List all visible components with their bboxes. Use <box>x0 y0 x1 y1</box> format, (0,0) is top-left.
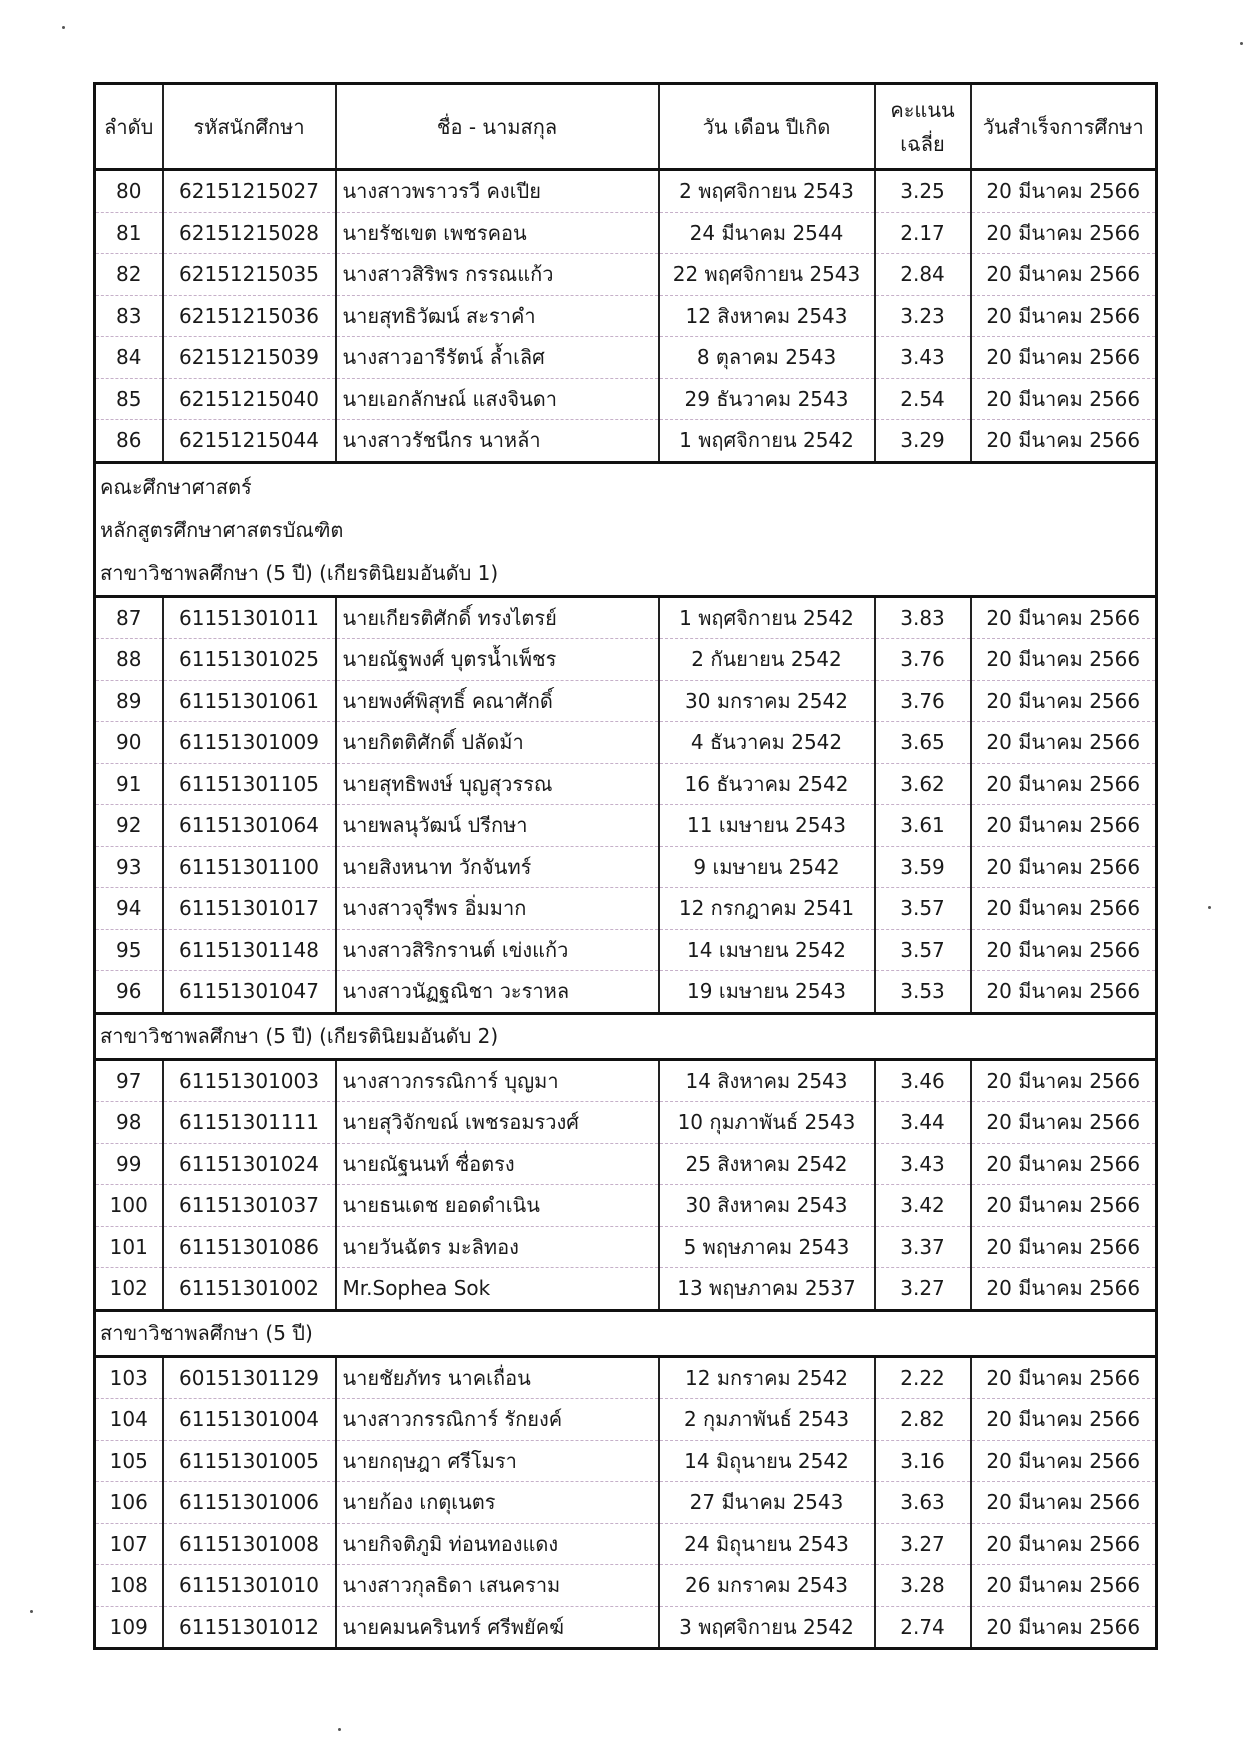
cell-birth-date: 10 กุมภาพันธ์ 2543 <box>659 1102 875 1144</box>
cell-no: 100 <box>95 1185 163 1227</box>
table-row <box>95 420 1157 463</box>
cell-name: นายณัฐพงศ์ บุตรน้ำเพ็ชร <box>336 639 659 681</box>
cell-student-id: 61151301002 <box>163 1268 336 1311</box>
cell-student-id: 61151301024 <box>163 1143 336 1185</box>
cell-name: นายสุทธิวัฒน์ สะราคำ <box>336 295 659 337</box>
cell-student-id: 61151301148 <box>163 929 336 971</box>
cell-gpa: 2.54 <box>875 378 971 420</box>
cell-no: 87 <box>95 596 163 639</box>
cell-gpa: 3.76 <box>875 680 971 722</box>
cell-birth-date: 12 สิงหาคม 2543 <box>659 295 875 337</box>
cell-gpa: 3.62 <box>875 763 971 805</box>
cell-graduation-date: 20 มีนาคม 2566 <box>971 170 1157 213</box>
cell-birth-date: 2 กันยายน 2542 <box>659 639 875 681</box>
cell-gpa: 2.74 <box>875 1606 971 1649</box>
cell-graduation-date: 20 มีนาคม 2566 <box>971 254 1157 296</box>
cell-no: 92 <box>95 805 163 847</box>
cell-no: 82 <box>95 254 163 296</box>
cell-birth-date: 14 มิถุนายน 2542 <box>659 1440 875 1482</box>
cell-gpa: 3.61 <box>875 805 971 847</box>
cell-gpa: 3.28 <box>875 1565 971 1607</box>
cell-gpa: 3.37 <box>875 1226 971 1268</box>
header-graduation-date: วันสำเร็จการศึกษา <box>971 84 1157 170</box>
section-faculty: คณะศึกษาศาสตร์ <box>100 475 252 499</box>
cell-gpa: 3.76 <box>875 639 971 681</box>
cell-name: นายกิตติศักดิ์ ปลัดม้า <box>336 722 659 764</box>
section-row <box>95 552 1157 597</box>
cell-gpa: 3.43 <box>875 337 971 379</box>
cell-no: 98 <box>95 1102 163 1144</box>
scan-speck <box>30 1610 33 1613</box>
cell-no: 107 <box>95 1523 163 1565</box>
cell-gpa: 3.27 <box>875 1523 971 1565</box>
cell-name: นางสาวสิริพร กรรณแก้ว <box>336 254 659 296</box>
cell-name: นายสิงหนาท วักจันทร์ <box>336 846 659 888</box>
cell-birth-date: 24 มีนาคม 2544 <box>659 212 875 254</box>
table-row <box>95 1102 1157 1144</box>
graduate-table <box>93 82 1158 1650</box>
cell-student-id: 61151301003 <box>163 1059 336 1102</box>
cell-student-id: 62151215028 <box>163 212 336 254</box>
cell-gpa: 3.63 <box>875 1482 971 1524</box>
cell-graduation-date: 20 มีนาคม 2566 <box>971 1482 1157 1524</box>
cell-name: นายเอกลักษณ์ แสงจินดา <box>336 378 659 420</box>
cell-gpa: 3.46 <box>875 1059 971 1102</box>
cell-graduation-date: 20 มีนาคม 2566 <box>971 639 1157 681</box>
cell-birth-date: 29 ธันวาคม 2543 <box>659 378 875 420</box>
cell-birth-date: 14 เมษายน 2542 <box>659 929 875 971</box>
cell-name: นายสุวิจักขณ์ เพชรอมรวงศ์ <box>336 1102 659 1144</box>
section-row <box>95 1013 1157 1059</box>
cell-no: 81 <box>95 212 163 254</box>
cell-birth-date: 9 เมษายน 2542 <box>659 846 875 888</box>
cell-name: นางสาวอารีรัตน์ ล้ำเลิศ <box>336 337 659 379</box>
cell-no: 83 <box>95 295 163 337</box>
table-row <box>95 805 1157 847</box>
cell-student-id: 61151301009 <box>163 722 336 764</box>
section-row <box>95 509 1157 552</box>
cell-no: 109 <box>95 1606 163 1649</box>
cell-birth-date: 30 สิงหาคม 2543 <box>659 1185 875 1227</box>
table-row <box>95 639 1157 681</box>
table-row <box>95 1565 1157 1607</box>
cell-name: นายสุทธิพงษ์ บุญสุวรรณ <box>336 763 659 805</box>
cell-gpa: 3.29 <box>875 420 971 463</box>
table-row <box>95 1059 1157 1102</box>
table-row <box>95 680 1157 722</box>
header-birth-date: วัน เดือน ปีเกิด <box>659 84 875 170</box>
cell-name: นายชัยภัทร นาคเถื่อน <box>336 1356 659 1399</box>
cell-graduation-date: 20 มีนาคม 2566 <box>971 1059 1157 1102</box>
cell-gpa: 2.84 <box>875 254 971 296</box>
cell-student-id: 61151301025 <box>163 639 336 681</box>
cell-student-id: 61151301008 <box>163 1523 336 1565</box>
cell-no: 91 <box>95 763 163 805</box>
cell-gpa: 3.42 <box>875 1185 971 1227</box>
cell-student-id: 61151301005 <box>163 1440 336 1482</box>
cell-gpa: 2.17 <box>875 212 971 254</box>
table-row <box>95 1523 1157 1565</box>
cell-birth-date: 27 มีนาคม 2543 <box>659 1482 875 1524</box>
table-row <box>95 1606 1157 1649</box>
cell-no: 99 <box>95 1143 163 1185</box>
cell-birth-date: 30 มกราคม 2542 <box>659 680 875 722</box>
cell-student-id: 62151215039 <box>163 337 336 379</box>
cell-student-id: 61151301086 <box>163 1226 336 1268</box>
cell-birth-date: 5 พฤษภาคม 2543 <box>659 1226 875 1268</box>
cell-student-id: 62151215035 <box>163 254 336 296</box>
cell-birth-date: 1 พฤศจิกายน 2542 <box>659 420 875 463</box>
cell-graduation-date: 20 มีนาคม 2566 <box>971 1185 1157 1227</box>
header-name: ชื่อ - นามสกุล <box>336 84 659 170</box>
cell-graduation-date: 20 มีนาคม 2566 <box>971 805 1157 847</box>
cell-birth-date: 14 สิงหาคม 2543 <box>659 1059 875 1102</box>
cell-name: นายก้อง เกตุเนตร <box>336 1482 659 1524</box>
cell-birth-date: 26 มกราคม 2543 <box>659 1565 875 1607</box>
cell-name: นายเกียรติศักดิ์ ทรงไตรย์ <box>336 596 659 639</box>
cell-name: นางสาวสิริกรานต์ เข่งแก้ว <box>336 929 659 971</box>
section-program: หลักสูตรศึกษาศาสตรบัณฑิต <box>100 518 344 542</box>
cell-student-id: 61151301010 <box>163 1565 336 1607</box>
table-row <box>95 763 1157 805</box>
cell-student-id: 61151301011 <box>163 596 336 639</box>
cell-birth-date: 24 มิถุนายน 2543 <box>659 1523 875 1565</box>
cell-name: นางสาวพราวรวี คงเปีย <box>336 170 659 213</box>
scan-speck <box>1240 42 1243 45</box>
cell-gpa: 3.59 <box>875 846 971 888</box>
cell-graduation-date: 20 มีนาคม 2566 <box>971 212 1157 254</box>
table-row <box>95 1143 1157 1185</box>
cell-birth-date: 3 พฤศจิกายน 2542 <box>659 1606 875 1649</box>
cell-student-id: 60151301129 <box>163 1356 336 1399</box>
cell-name: นายรัชเขต เพชรคอน <box>336 212 659 254</box>
header-gpa-line1: คะแนน <box>890 97 955 122</box>
cell-student-id: 61151301111 <box>163 1102 336 1144</box>
table-row <box>95 254 1157 296</box>
cell-gpa: 3.23 <box>875 295 971 337</box>
cell-gpa: 3.44 <box>875 1102 971 1144</box>
cell-birth-date: 2 พฤศจิกายน 2543 <box>659 170 875 213</box>
cell-gpa: 3.27 <box>875 1268 971 1311</box>
cell-student-id: 61151301017 <box>163 888 336 930</box>
cell-name: นายกิจติภูมิ ท่อนทองแดง <box>336 1523 659 1565</box>
table-row <box>95 378 1157 420</box>
cell-graduation-date: 20 มีนาคม 2566 <box>971 1440 1157 1482</box>
table-body <box>95 170 1157 1649</box>
cell-name: Mr.Sophea Sok <box>336 1268 659 1311</box>
cell-graduation-date: 20 มีนาคม 2566 <box>971 378 1157 420</box>
cell-no: 88 <box>95 639 163 681</box>
cell-birth-date: 2 กุมภาพันธ์ 2543 <box>659 1399 875 1441</box>
cell-no: 89 <box>95 680 163 722</box>
section-major-honors-2: สาขาวิชาพลศึกษา (5 ปี) (เกียรตินิยมอันดับ 2) <box>95 1013 1157 1059</box>
cell-student-id: 62151215044 <box>163 420 336 463</box>
table-row <box>95 1226 1157 1268</box>
table-row <box>95 1268 1157 1311</box>
header-no: ลำดับ <box>95 84 163 170</box>
cell-graduation-date: 20 มีนาคม 2566 <box>971 722 1157 764</box>
document-page <box>93 82 1155 1650</box>
cell-birth-date: 12 กรกฎาคม 2541 <box>659 888 875 930</box>
cell-student-id: 61151301006 <box>163 1482 336 1524</box>
cell-student-id: 61151301100 <box>163 846 336 888</box>
cell-no: 94 <box>95 888 163 930</box>
cell-birth-date: 19 เมษายน 2543 <box>659 971 875 1014</box>
cell-name: นายณัฐนนท์ ซื่อตรง <box>336 1143 659 1185</box>
table-row <box>95 722 1157 764</box>
cell-student-id: 61151301064 <box>163 805 336 847</box>
header-gpa-line2: เฉลี่ย <box>900 131 945 156</box>
table-row <box>95 888 1157 930</box>
cell-no: 101 <box>95 1226 163 1268</box>
cell-birth-date: 12 มกราคม 2542 <box>659 1356 875 1399</box>
table-row <box>95 1185 1157 1227</box>
cell-birth-date: 8 ตุลาคม 2543 <box>659 337 875 379</box>
cell-no: 93 <box>95 846 163 888</box>
scan-speck <box>1208 906 1211 909</box>
cell-name: นายคมนครินทร์ ศรีพยัคฆ์ <box>336 1606 659 1649</box>
cell-graduation-date: 20 มีนาคม 2566 <box>971 1268 1157 1311</box>
cell-no: 86 <box>95 420 163 463</box>
cell-name: นางสาวกรรณิการ์ รักยงค์ <box>336 1399 659 1441</box>
cell-student-id: 61151301037 <box>163 1185 336 1227</box>
cell-gpa: 2.22 <box>875 1356 971 1399</box>
header-row <box>95 84 1157 170</box>
cell-no: 97 <box>95 1059 163 1102</box>
cell-student-id: 62151215040 <box>163 378 336 420</box>
cell-birth-date: 4 ธันวาคม 2542 <box>659 722 875 764</box>
cell-graduation-date: 20 มีนาคม 2566 <box>971 337 1157 379</box>
table-row <box>95 1440 1157 1482</box>
cell-name: นางสาวรัชนีกร นาหล้า <box>336 420 659 463</box>
cell-name: นางสาวกุลธิดา เสนคราม <box>336 1565 659 1607</box>
cell-student-id: 61151301012 <box>163 1606 336 1649</box>
cell-graduation-date: 20 มีนาคม 2566 <box>971 1143 1157 1185</box>
cell-student-id: 61151301004 <box>163 1399 336 1441</box>
cell-birth-date: 1 พฤศจิกายน 2542 <box>659 596 875 639</box>
cell-graduation-date: 20 มีนาคม 2566 <box>971 420 1157 463</box>
cell-no: 103 <box>95 1356 163 1399</box>
cell-gpa: 3.57 <box>875 888 971 930</box>
cell-gpa: 3.43 <box>875 1143 971 1185</box>
table-row <box>95 846 1157 888</box>
cell-no: 108 <box>95 1565 163 1607</box>
cell-graduation-date: 20 มีนาคม 2566 <box>971 1399 1157 1441</box>
cell-birth-date: 11 เมษายน 2543 <box>659 805 875 847</box>
table-row <box>95 295 1157 337</box>
cell-graduation-date: 20 มีนาคม 2566 <box>971 971 1157 1014</box>
cell-name: นายพงศ์พิสุทธิ์ คณาศักดิ์ <box>336 680 659 722</box>
cell-gpa: 3.25 <box>875 170 971 213</box>
section-row <box>95 1310 1157 1356</box>
cell-gpa: 3.65 <box>875 722 971 764</box>
cell-gpa: 3.57 <box>875 929 971 971</box>
cell-graduation-date: 20 มีนาคม 2566 <box>971 596 1157 639</box>
cell-name: นายกฤษฎา ศรีโมรา <box>336 1440 659 1482</box>
cell-no: 95 <box>95 929 163 971</box>
table-row <box>95 971 1157 1014</box>
cell-no: 80 <box>95 170 163 213</box>
table-row <box>95 212 1157 254</box>
cell-birth-date: 16 ธันวาคม 2542 <box>659 763 875 805</box>
header-gpa <box>875 84 971 170</box>
header-student-id: รหัสนักศึกษา <box>163 84 336 170</box>
cell-student-id: 61151301105 <box>163 763 336 805</box>
cell-graduation-date: 20 มีนาคม 2566 <box>971 929 1157 971</box>
cell-no: 96 <box>95 971 163 1014</box>
cell-graduation-date: 20 มีนาคม 2566 <box>971 846 1157 888</box>
cell-graduation-date: 20 มีนาคม 2566 <box>971 888 1157 930</box>
scan-speck <box>338 1728 341 1731</box>
cell-birth-date: 13 พฤษภาคม 2537 <box>659 1268 875 1311</box>
cell-graduation-date: 20 มีนาคม 2566 <box>971 1356 1157 1399</box>
cell-graduation-date: 20 มีนาคม 2566 <box>971 1102 1157 1144</box>
cell-name: นางสาวกรรณิการ์ บุญมา <box>336 1059 659 1102</box>
cell-name: นางสาวนัฏฐณิชา วะราหล <box>336 971 659 1014</box>
table-row <box>95 1482 1157 1524</box>
cell-name: นายธนเดช ยอดดำเนิน <box>336 1185 659 1227</box>
table-row <box>95 170 1157 213</box>
section-row <box>95 462 1157 509</box>
cell-name: นางสาวจุรีพร อิ่มมาก <box>336 888 659 930</box>
cell-graduation-date: 20 มีนาคม 2566 <box>971 763 1157 805</box>
cell-graduation-date: 20 มีนาคม 2566 <box>971 1226 1157 1268</box>
cell-no: 90 <box>95 722 163 764</box>
scan-speck <box>62 26 65 29</box>
cell-graduation-date: 20 มีนาคม 2566 <box>971 295 1157 337</box>
cell-student-id: 62151215036 <box>163 295 336 337</box>
cell-gpa: 3.16 <box>875 1440 971 1482</box>
cell-graduation-date: 20 มีนาคม 2566 <box>971 1606 1157 1649</box>
table-row <box>95 1356 1157 1399</box>
table-row <box>95 596 1157 639</box>
cell-graduation-date: 20 มีนาคม 2566 <box>971 1565 1157 1607</box>
cell-graduation-date: 20 มีนาคม 2566 <box>971 680 1157 722</box>
table-row <box>95 1399 1157 1441</box>
section-major-honors-1: สาขาวิชาพลศึกษา (5 ปี) (เกียรตินิยมอันดับ 1) <box>95 552 1157 597</box>
table-header <box>95 84 1157 170</box>
table-row <box>95 929 1157 971</box>
cell-student-id: 61151301061 <box>163 680 336 722</box>
section-major: สาขาวิชาพลศึกษา (5 ปี) <box>95 1310 1157 1356</box>
cell-name: นายวันฉัตร มะลิทอง <box>336 1226 659 1268</box>
cell-gpa: 3.53 <box>875 971 971 1014</box>
cell-no: 104 <box>95 1399 163 1441</box>
cell-student-id: 62151215027 <box>163 170 336 213</box>
cell-gpa: 3.83 <box>875 596 971 639</box>
cell-no: 85 <box>95 378 163 420</box>
table-row <box>95 337 1157 379</box>
cell-name: นายพลนุวัฒน์ ปรีกษา <box>336 805 659 847</box>
cell-birth-date: 22 พฤศจิกายน 2543 <box>659 254 875 296</box>
cell-graduation-date: 20 มีนาคม 2566 <box>971 1523 1157 1565</box>
cell-no: 102 <box>95 1268 163 1311</box>
cell-gpa: 2.82 <box>875 1399 971 1441</box>
cell-birth-date: 25 สิงหาคม 2542 <box>659 1143 875 1185</box>
cell-student-id: 61151301047 <box>163 971 336 1014</box>
cell-no: 105 <box>95 1440 163 1482</box>
cell-no: 84 <box>95 337 163 379</box>
cell-no: 106 <box>95 1482 163 1524</box>
